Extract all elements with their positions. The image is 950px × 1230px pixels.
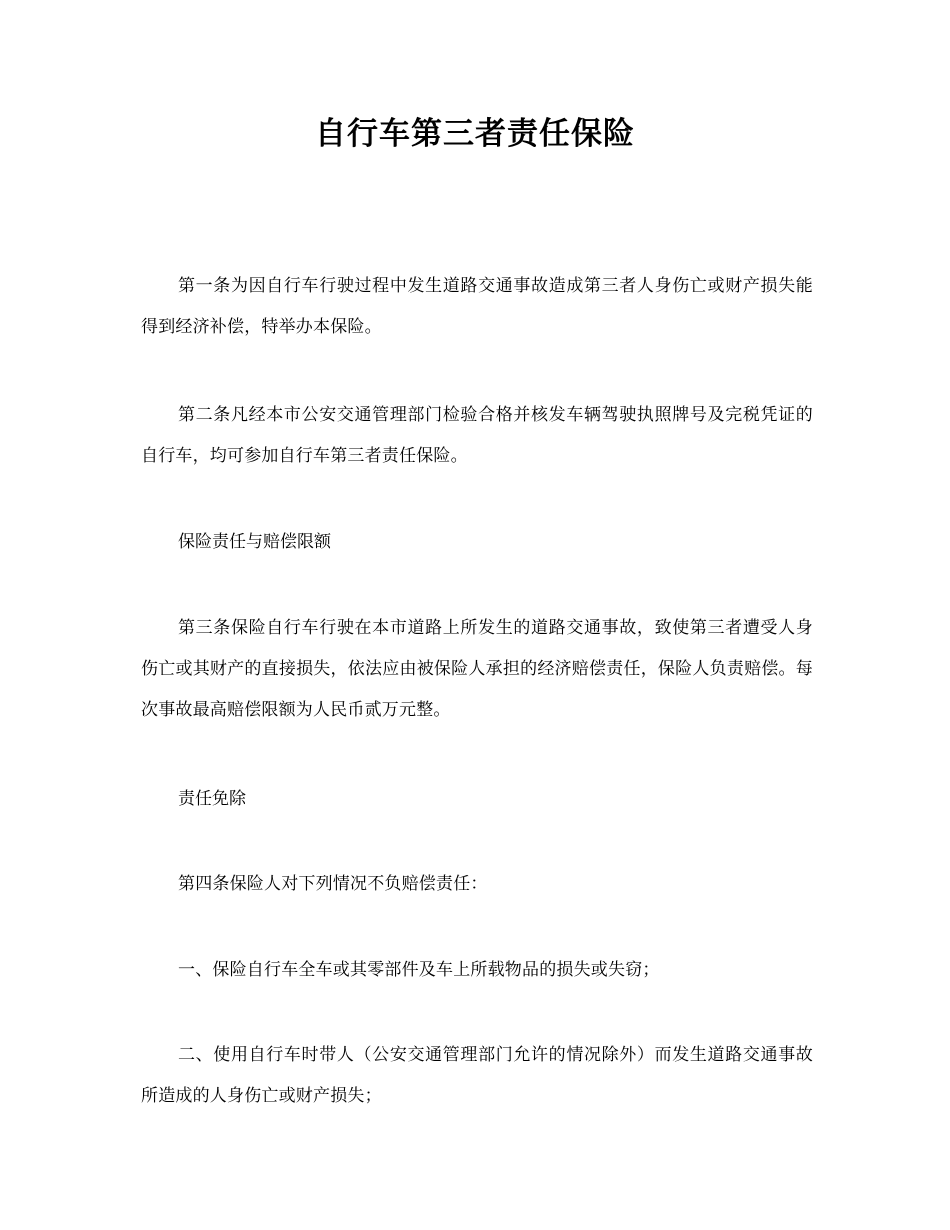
article-1-paragraph: 第一条为因自行车行驶过程中发生道路交通事故造成第三者人身伤亡或财产损失能得到经济补偿，特举办本保险。 bbox=[141, 276, 813, 337]
article-3-paragraph: 第三条保险自行车行驶在本市道路上所发生的道路交通事故，致使第三者遭受人身伤亡或其财产的直接损失，依法应由被保险人承担的经济赔偿责任，保险人负责赔偿。每次事故最高赔偿限额为人民币贰万元整。 bbox=[141, 618, 813, 720]
section-heading-liability: 保险责任与赔偿限额 bbox=[178, 532, 331, 552]
article-2-paragraph: 第二条凡经本市公安交通管理部门检验合格并核发车辆驾驶执照牌号及完税凭证的自行车，均可参加自行车第三者责任保险。 bbox=[141, 405, 813, 466]
exemption-item-1: 一、保险自行车全车或其零部件及车上所载物品的损失或失窃； bbox=[178, 960, 660, 980]
section-heading-exemption: 责任免除 bbox=[178, 789, 246, 809]
document-title: 自行车第三者责任保险 bbox=[315, 116, 635, 152]
exemption-item-2: 二、使用自行车时带人（公安交通管理部门允许的情况除外）而发生道路交通事故所造成的人身伤亡或财产损失； bbox=[141, 1045, 813, 1106]
article-4-paragraph: 第四条保险人对下列情况不负赔偿责任： bbox=[178, 874, 488, 894]
